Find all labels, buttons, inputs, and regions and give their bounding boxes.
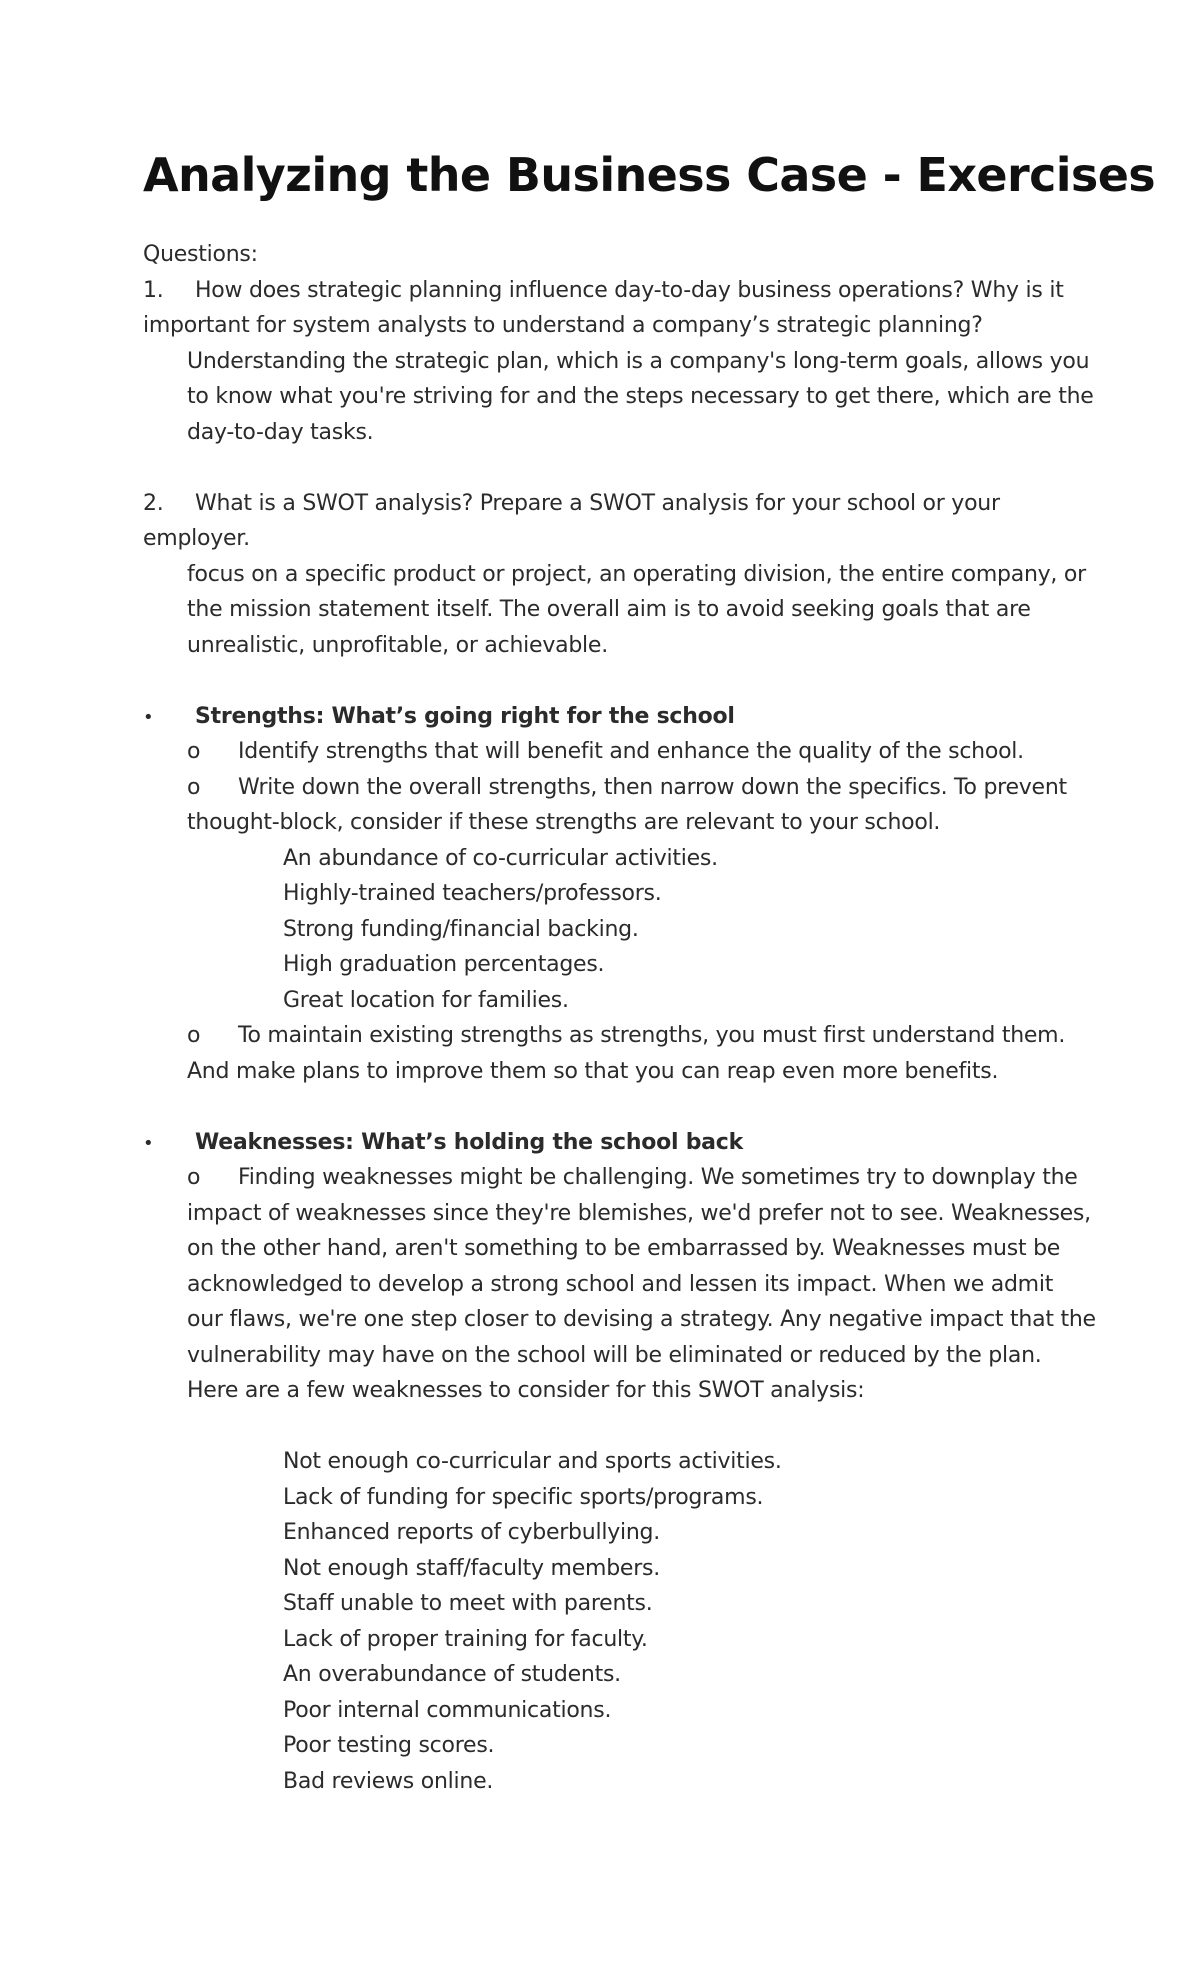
strengths-item xyxy=(143,770,1073,806)
strengths-item-text: To maintain existing strengths as strengths, you must first understand them. xyxy=(238,1023,1066,1048)
sub-bullet-icon: o xyxy=(187,774,201,800)
question-1-number: 1. xyxy=(143,277,164,303)
weaknesses-item-continuation: our flaws, we're one step closer to devising a strategy. Any negative impact that the xyxy=(187,1307,1096,1332)
weaknesses-list-item: Lack of funding for specific sports/programs. xyxy=(283,1484,764,1510)
sub-bullet-icon: o xyxy=(187,739,201,764)
question-2-number: 2. xyxy=(143,490,164,516)
strengths-item-continuation: And make plans to improve them so that you can reap even more benefits. xyxy=(187,1058,999,1084)
weaknesses-item-text: Finding weaknesses might be challenging. We sometimes try to downplay the xyxy=(238,1165,1078,1190)
weaknesses-item-continuation: acknowledged to develop a strong school and lessen its impact. When we admit xyxy=(187,1271,1054,1297)
weaknesses-item xyxy=(143,1160,1078,1196)
weaknesses-list-item: An overabundance of students. xyxy=(283,1662,621,1687)
strengths-item-text: Identify strengths that will benefit and enhance the quality of the school. xyxy=(238,739,1024,764)
strengths-item xyxy=(143,1018,1073,1054)
weaknesses-item-continuation: vulnerability may have on the school will be eliminated or reduced by the plan. xyxy=(187,1342,1042,1368)
spacer xyxy=(143,450,1073,486)
strengths-list-item: Strong funding/financial backing. xyxy=(283,916,639,942)
spacer xyxy=(143,1089,1073,1125)
strengths-list-item: Great location for families. xyxy=(283,987,569,1013)
weaknesses-list-item: Lack of proper training for faculty. xyxy=(283,1626,648,1652)
questions-label: Questions: xyxy=(143,242,258,267)
strengths-list-item: An abundance of co-curricular activities. xyxy=(283,845,718,871)
spacer xyxy=(143,1409,1073,1445)
weaknesses-list-item: Poor internal communications. xyxy=(283,1697,612,1723)
strengths-item-continuation: thought-block, consider if these strengths are relevant to your school. xyxy=(187,810,941,835)
page-title: Analyzing the Business Case - Exercises xyxy=(143,148,1156,202)
bullet-icon: • xyxy=(143,706,154,728)
weaknesses-list-item: Poor testing scores. xyxy=(283,1733,495,1758)
strengths-heading: Strengths: What’s going right for the school xyxy=(195,703,735,729)
question-2 xyxy=(143,486,1073,522)
sub-bullet-icon: o xyxy=(187,1165,201,1190)
weaknesses-heading-row xyxy=(143,1125,1073,1161)
question-1-continuation: important for system analysts to understand a company’s strategic planning? xyxy=(143,313,983,338)
question-2-text: What is a SWOT analysis? Prepare a SWOT analysis for your school or your xyxy=(195,490,1000,516)
answer-2-line: unrealistic, unprofitable, or achievable. xyxy=(187,632,608,658)
weaknesses-list-item: Not enough staff/faculty members. xyxy=(283,1555,660,1581)
weaknesses-list-item: Bad reviews online. xyxy=(283,1768,494,1794)
answer-1-line: to know what you're striving for and the steps necessary to get there, which are the xyxy=(187,384,1094,409)
weaknesses-list-item: Staff unable to meet with parents. xyxy=(283,1591,653,1616)
spacer xyxy=(143,663,1073,699)
weaknesses-list-item: Enhanced reports of cyberbullying. xyxy=(283,1520,660,1545)
weaknesses-item-continuation: on the other hand, aren't something to be embarrassed by. Weaknesses must be xyxy=(187,1236,1061,1261)
question-2-continuation: employer. xyxy=(143,526,250,551)
bullet-icon: • xyxy=(143,1132,154,1154)
document-body xyxy=(143,237,1096,1799)
strengths-list-item: High graduation percentages. xyxy=(283,952,605,977)
question-1-text: How does strategic planning influence day-to-day business operations? Why is it xyxy=(195,277,1064,303)
weaknesses-heading: Weaknesses: What’s holding the school back xyxy=(195,1129,743,1155)
answer-2-line: the mission statement itself. The overall aim is to avoid seeking goals that are xyxy=(187,597,1031,622)
answer-1-line: Understanding the strategic plan, which is a company's long-term goals, allows you xyxy=(187,348,1090,374)
answer-1-line: day-to-day tasks. xyxy=(187,419,374,445)
strengths-item xyxy=(143,734,1073,770)
weaknesses-item-continuation: Here are a few weaknesses to consider for this SWOT analysis: xyxy=(187,1378,865,1403)
question-1 xyxy=(143,273,1073,309)
strengths-item-text: Write down the overall strengths, then narrow down the specifics. To prevent xyxy=(238,774,1067,800)
strengths-list-item: Highly-trained teachers/professors. xyxy=(283,881,662,906)
sub-bullet-icon: o xyxy=(187,1023,201,1048)
weaknesses-list-item: Not enough co-curricular and sports activities. xyxy=(283,1449,782,1474)
answer-2-line: focus on a specific product or project, an operating division, the entire company, or xyxy=(187,561,1086,587)
weaknesses-item-continuation: impact of weaknesses since they're blemishes, we'd prefer not to see. Weaknesses, xyxy=(187,1200,1091,1226)
strengths-heading-row xyxy=(143,699,1073,735)
